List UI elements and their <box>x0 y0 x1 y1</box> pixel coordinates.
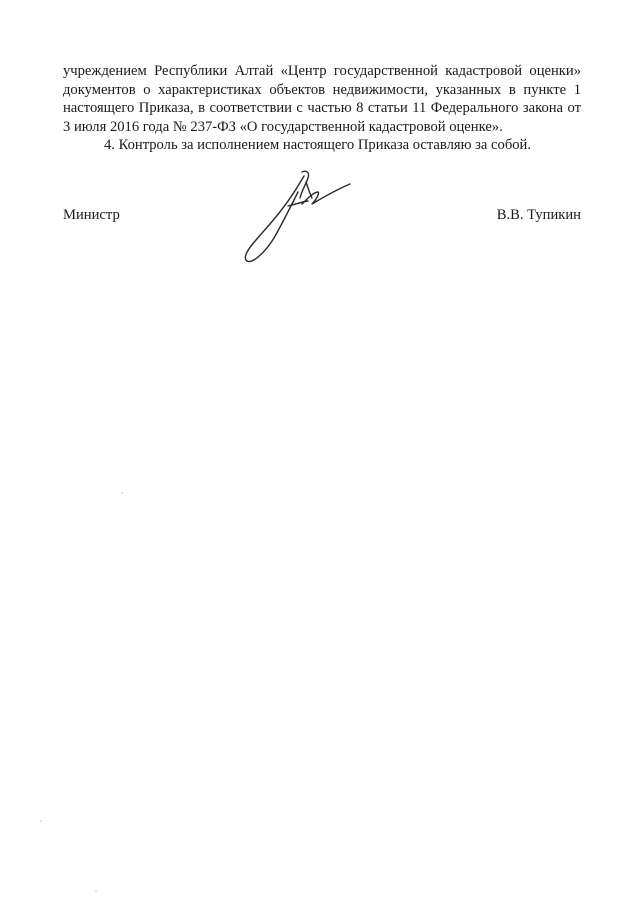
handwritten-signature <box>236 168 356 268</box>
scan-speck <box>95 890 97 892</box>
item-4-text: 4. Контроль за исполнением настоящего Приказа оставляю за собой. <box>104 137 532 154</box>
body-text <box>63 62 581 155</box>
signatory-name: В.В. Тупикин <box>496 207 581 223</box>
signatory-title: Министр <box>63 207 120 223</box>
paragraph-line-3: настоящего Приказа, в соответствии с частью 8 статьи 11 Федерального закона от <box>63 100 581 117</box>
paragraph-line-4: 3 июля 2016 года № 237-ФЗ «О государственной кадастровой оценке». <box>63 118 503 135</box>
paragraph-line-1: учреждением Республики Алтай «Центр государственной кадастровой оценки» <box>63 63 581 79</box>
paragraph-line-2: документов о характеристиках объектов недвижимости, указанных в пункте 1 <box>63 81 581 98</box>
scan-speck <box>121 492 123 494</box>
scan-speck <box>40 820 42 822</box>
